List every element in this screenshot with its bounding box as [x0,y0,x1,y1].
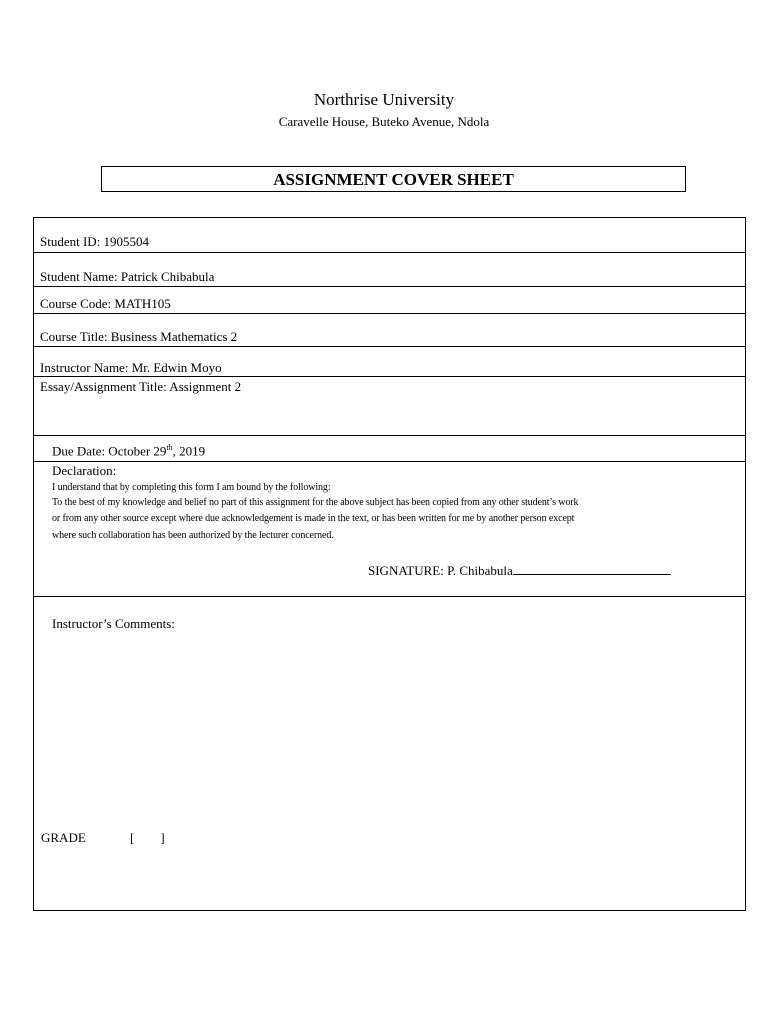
due-date-prefix: Due Date: October 29 [52,443,167,459]
row-divider [34,461,745,462]
course-title-field: Course Title: Business Mathematics 2 [40,329,238,344]
due-date-year: , 2019 [172,443,206,459]
row-divider [34,252,745,253]
declaration-line-1: I understand that by completing this form I am bound by the following: [52,482,331,493]
row-divider [34,346,745,347]
declaration-line-4: where such collaboration has been authorized by the lecturer concerned. [52,530,334,541]
cover-sheet-form [33,217,746,911]
instructor-comments-label: Instructor’s Comments: [52,616,175,631]
row-divider [34,596,745,597]
grade-brackets: [ ] [130,830,165,845]
row-divider [34,376,745,377]
declaration-line-2: To the best of my knowledge and belief no part of this assignment for the above subject has been copied from any other student’s work [52,497,579,508]
signature-label: SIGNATURE: P. Chibabula [368,563,513,578]
signature-field [368,562,671,579]
declaration-line-3: or from any other source except where due acknowledgement is made in the text, or has been written for me by another person except [52,513,575,524]
signature-line [513,562,671,575]
due-date-suffix: th [166,443,173,452]
declaration-heading: Declaration: [52,463,117,478]
grade-label: GRADE [41,830,86,845]
course-code-field: Course Code: MATH105 [40,296,171,311]
document-title: ASSIGNMENT COVER SHEET [101,166,686,192]
student-name-field: Student Name: Patrick Chibabula [40,269,215,284]
row-divider [34,435,745,436]
university-name: Northrise University [313,90,455,109]
instructor-name-field: Instructor Name: Mr. Edwin Moyo [40,360,222,375]
row-divider [34,313,745,314]
row-divider [34,286,745,287]
student-id-field: Student ID: 1905504 [40,234,150,249]
due-date-field [52,443,205,459]
assignment-title-field: Essay/Assignment Title: Assignment 2 [40,379,242,394]
university-address: Caravelle House, Buteko Avenue, Ndola [278,114,490,129]
